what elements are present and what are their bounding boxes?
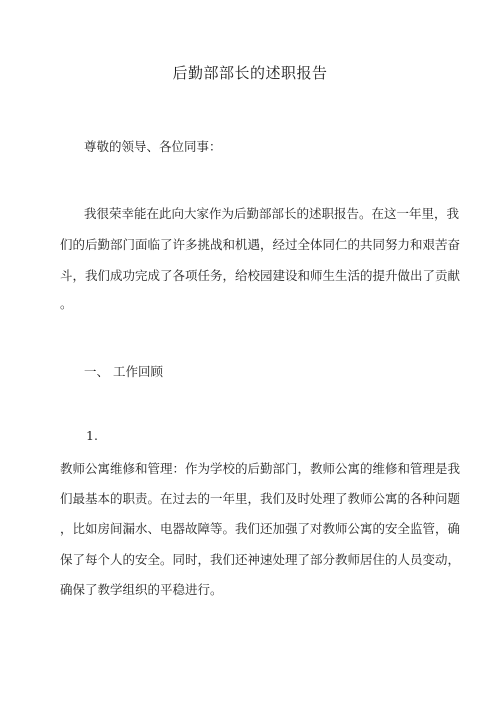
salutation: 尊敬的领导、各位同事： [84,139,222,154]
item-line-5: 确保了教学组织的平稳进行。 [60,582,223,597]
item-line-3: ，比如房间漏水、电器故障等。我们还加强了对教师公寓的安全监管，确 [60,521,461,536]
intro-line-1: 我很荣幸能在此向大家作为后勤部部长的述职报告。在这一年里，我 [84,206,460,221]
intro-line-2: 们的后勤部门面临了许多挑战和机遇，经过全体同仁的共同努力和艰苦奋 [60,237,461,252]
intro-line-4: 。 [60,296,73,311]
item-line-1: 教师公寓维修和管理：作为学校的后勤部门，教师公寓的维修和管理是我 [60,461,461,476]
intro-line-3: 斗，我们成功完成了各项任务，给校园建设和师生生活的提升做出了贡献 [60,268,461,283]
section-heading: 一、 工作回顾 [84,364,163,379]
item-line-2: 们最基本的职责。在过去的一年里，我们及时处理了教师公寓的各种问题 [60,491,461,506]
document-title: 后勤部部长的述职报告 [172,64,328,82]
item-number: 1. [86,428,98,443]
item-line-4: 保了每个人的安全。同时，我们还神速处理了部分教师居住的人员变动， [60,552,461,567]
